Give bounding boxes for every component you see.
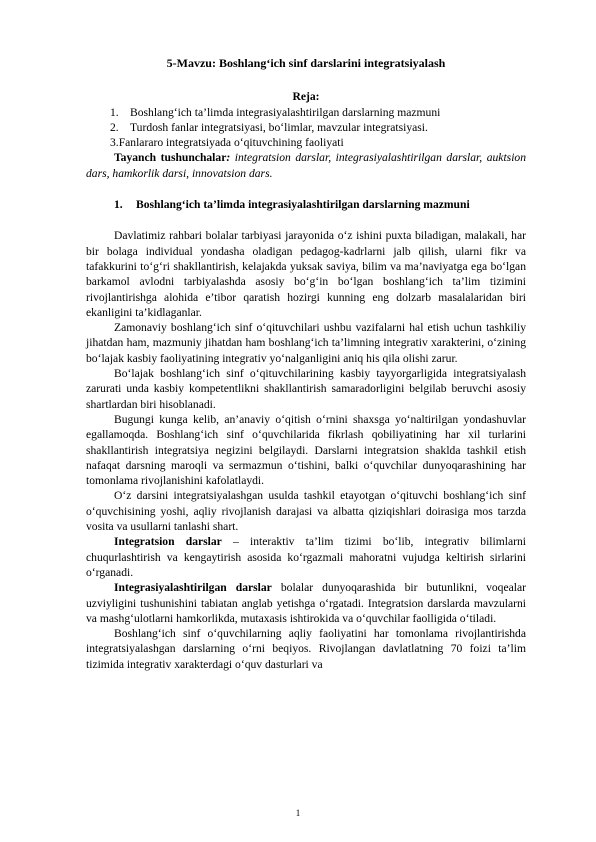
paragraph-text: Bo‘lajak boshlang‘ich sinf o‘qituvchilarining kasbiy tayyorgarligida integratsiyalash zarurati unda kasbiy kompetentlikni shakllantirish samaradorligini belgilab beruvchi asosiy shartlardan biri hisoblanadi.	[86, 367, 526, 411]
body-paragraph	[86, 366, 526, 412]
plan-item-text: Turdosh fanlar integratsiyasi, bo‘limlar, mavzular integratsiyasi.	[130, 120, 428, 134]
body-paragraph	[86, 228, 526, 320]
paragraph-text: O‘z darsini integratsiyalashgan usulda tashkil etayotgan o‘qituvchi boshlang‘ich sinf o‘quvchisining yoshi, aqliy rivojlanish darajasi va albatta qiziqishlari doirasiga mos tarzda vosita va usullarni tanlashi shart.	[86, 489, 526, 534]
document-page	[86, 56, 526, 672]
plan-item	[86, 120, 526, 135]
page-number: 1	[295, 808, 301, 818]
plan-heading: Reja:	[292, 90, 320, 104]
keywords-paragraph	[86, 150, 526, 181]
plan-item: 3.Fanlararo integratsiyada o‘qituvchining faoliyati	[110, 136, 344, 150]
paragraph-term: Integrasiyalashtirilgan darslar	[114, 581, 272, 595]
body-paragraph	[86, 626, 526, 672]
paragraph-text: Davlatimiz rahbari bolalar tarbiyasi jarayonida o‘z ishini puxta biladigan, malakali, har bir bolaga individual yondasha oladigan pedagog-kadrlarni jalb qilish, ularni fikr va tafakkurini to‘g‘ri shakllantirish, kelajakda yuksak saviya, bilim va ma’naviyatga ega bo‘lgan barkamol avlodni tarbiyalashda asosiy bo‘g‘in bo‘lgan boshlang‘ich ta’lim tizimini rivojlantirishga alohida e’tibor qaratish hozirgi kunning eng dolzarb masalalaridan biri ekanligini ta’kidlaganlar.	[86, 229, 526, 319]
plan-item	[86, 105, 526, 120]
paragraph-text: bolalar dunyoqarashida bir butunlikni, voqealar uzviyligini tushunishini tabiatan anglab yetishga o‘rgatadi. Integratsion darslarda mavzularni va mashg‘ulotlarni hamkorlikda, mutaxasis ishtirokida va o‘quvchilar faolligida o‘tiladi.	[86, 581, 526, 625]
section-number: 1.	[114, 198, 123, 212]
keywords-terms: integratsion darslar, integrasiyalashtirilgan darslar, auktsion dars, hamkorlik darsi, innovatsion dars.	[86, 151, 527, 180]
plan-item-text: Boshlang‘ich ta’limda integrasiyalashtirilgan darslarning mazmuni	[130, 105, 441, 119]
keywords-colon: :	[226, 151, 231, 165]
body-paragraph	[86, 488, 526, 534]
body-paragraph	[86, 412, 526, 488]
paragraph-text: Bugungi kunga kelib, an’anaviy o‘qitish o‘rnini shaxsga yo‘naltirilgan yondashuvlar egallamoqda. Boshlang‘ich sinf o‘quvchilarida fikrlash qobiliyatining har xil turlarini shakllantirish integratsiya negizini belgilaydi. Darslarni integratsion shaklda tashkil etish nafaqat darsning maroqli va sermazmun o‘tishini, balki o‘quvchilar dunyoqarashining har tomonlama rivojlanishini kafolatlaydi.	[86, 412, 526, 488]
body-paragraph	[86, 320, 526, 366]
paragraph-text: Boshlang‘ich sinf o‘quvchilarning aqliy faoliyatini har tomonlama rivojlantirishda integratsiyalashgan darslarning o‘rni beqiyos. Rivojlangan davlatlatning 70 foizi ta’lim tizimida integrativ xarakterdagi o‘quv dasturlari va	[86, 627, 526, 671]
paragraph-text: Zamonaviy boshlang‘ich sinf o‘qituvchilari ushbu vazifalarni hal etish uchun tashkiliy jihatdan ham, mazmuniy jihatdan ham boshlang‘ich ta’limning integrativ xarakterini, o‘zining bo‘lajak kasbiy faoliyatining integrativ yo‘nalganligini aniq his qila olishi zarur.	[86, 321, 526, 365]
plan-list	[86, 105, 526, 136]
body-paragraph	[86, 534, 526, 580]
paragraph-text: – interaktiv ta’lim tizimi bo‘lib, integrativ bilimlarni chuqurlashtirish va kengaytirish asosida ko‘rgazmali mahoratni vujudga keltirish sirlarini o‘rganadi.	[86, 535, 526, 579]
page-title: 5-Mavzu: Boshlang‘ich sinf darslarini integratsiyalash	[166, 56, 446, 70]
body-paragraph	[86, 580, 526, 626]
keywords-label: Tayanch tushunchalar	[114, 151, 227, 165]
paragraph-term: Integratsion darslar	[114, 535, 222, 549]
plan-item-number: 1.	[110, 105, 119, 119]
section-heading-text: Boshlang‘ich ta’limda integrasiyalashtirilgan darslarning mazmuni	[136, 198, 470, 212]
plan-item-number: 2.	[110, 120, 119, 134]
section-heading	[114, 197, 526, 212]
